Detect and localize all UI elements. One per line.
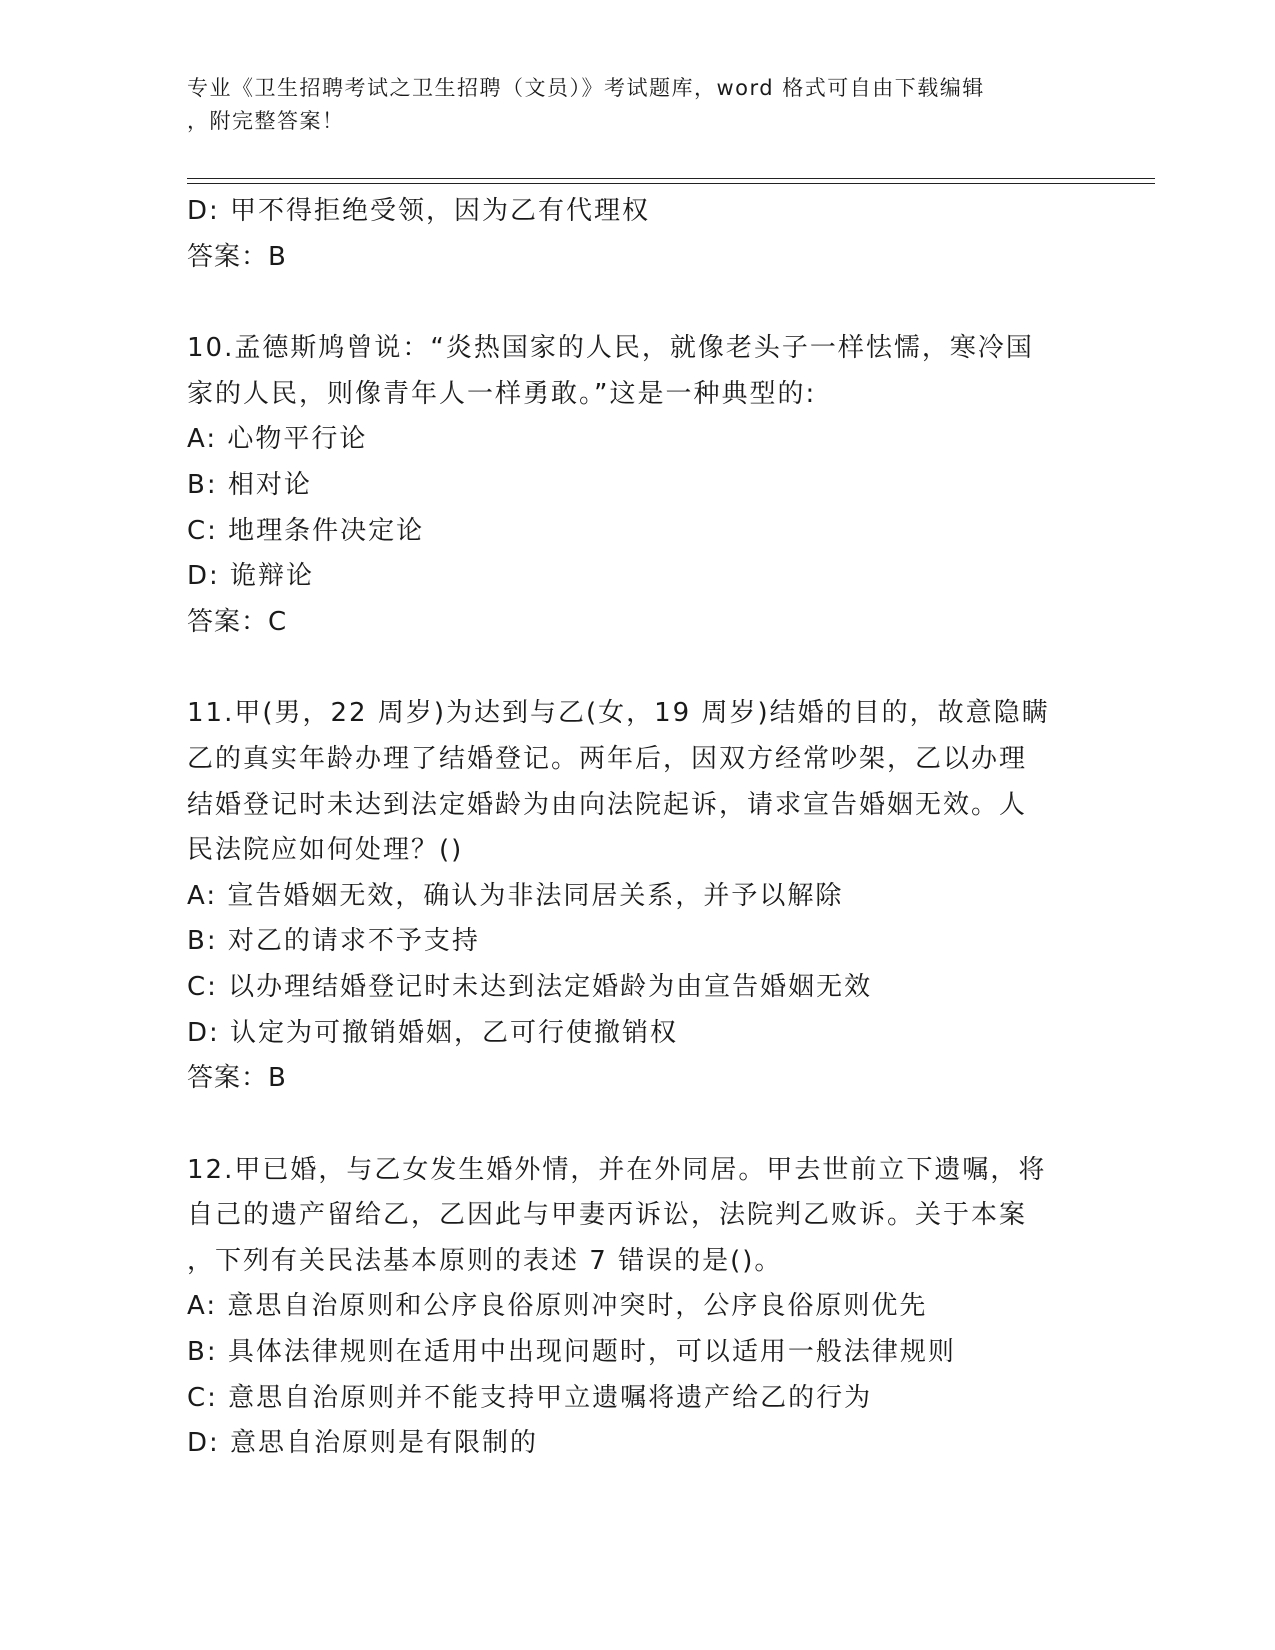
question-stem-line: 自己的遗产留给乙，乙因此与甲妻丙诉讼，法院判乙败诉。关于本案 (187, 1200, 1028, 1231)
question-9-tail (187, 189, 1087, 280)
option-c: C: 以办理结婚登记时未达到法定婚龄为由宣告婚姻无效 (187, 971, 873, 1002)
header-line-2: ，附完整答案！ (187, 109, 345, 133)
option-d: D: 诡辩论 (187, 561, 315, 592)
question-stem-line: ，下列有关民法基本原则的表述 7 错误的是()。 (187, 1245, 783, 1276)
header-divider (187, 178, 1155, 179)
question-stem-line: 12.甲已婚，与乙女发生婚外情，并在外同居。甲去世前立下遗嘱，将 (187, 1154, 1047, 1185)
question-12 (187, 1148, 1087, 1467)
answer: 答案：B (187, 241, 287, 272)
question-stem-line: 乙的真实年龄办理了结婚登记。两年后，因双方经常吵架，乙以办理 (187, 743, 1028, 774)
option-b: B: 相对论 (187, 469, 312, 500)
question-10 (187, 326, 1087, 645)
option-a: A: 宣告婚姻无效，确认为非法同居关系，并予以解除 (187, 880, 844, 911)
option-c: C: 地理条件决定论 (187, 515, 425, 546)
option-d: D: 甲不得拒绝受领，因为乙有代理权 (187, 196, 651, 226)
question-list (187, 189, 1087, 1467)
header-line-1: 专业《卫生招聘考试之卫生招聘（文员）》考试题库，word 格式可自由下载编辑 (187, 76, 985, 100)
option-b: B: 对乙的请求不予支持 (187, 926, 480, 957)
option-a: A: 心物平行论 (187, 424, 368, 455)
question-stem-line: 家的人民，则像青年人一样勇敢。”这是一种典型的: (187, 378, 817, 409)
question-stem-line: 11.甲(男，22 周岁)为达到与乙(女，19 周岁)结婚的目的，故意隐瞒 (187, 698, 1050, 729)
option-d: D: 认定为可撤销婚姻，乙可行使撤销权 (187, 1017, 679, 1048)
page-header (187, 72, 1067, 138)
answer: 答案：C (187, 606, 288, 637)
option-d: D: 意思自治原则是有限制的 (187, 1428, 539, 1459)
answer: 答案：B (187, 1063, 287, 1094)
question-stem-line: 10.孟德斯鸠曾说：“炎热国家的人民，就像老头子一样怯懦，寒冷国 (187, 333, 1034, 364)
header-divider-secondary (187, 183, 1155, 184)
option-a: A: 意思自治原则和公序良俗原则冲突时，公序良俗原则优先 (187, 1291, 928, 1322)
question-stem-line: 结婚登记时未达到法定婚龄为由向法院起诉，请求宣告婚姻无效。人 (187, 789, 1028, 820)
question-stem-line: 民法院应如何处理？() (187, 835, 464, 866)
question-11 (187, 691, 1087, 1101)
option-c: C: 意思自治原则并不能支持甲立遗嘱将遗产给乙的行为 (187, 1382, 873, 1413)
option-b: B: 具体法律规则在适用中出现问题时，可以适用一般法律规则 (187, 1337, 956, 1368)
